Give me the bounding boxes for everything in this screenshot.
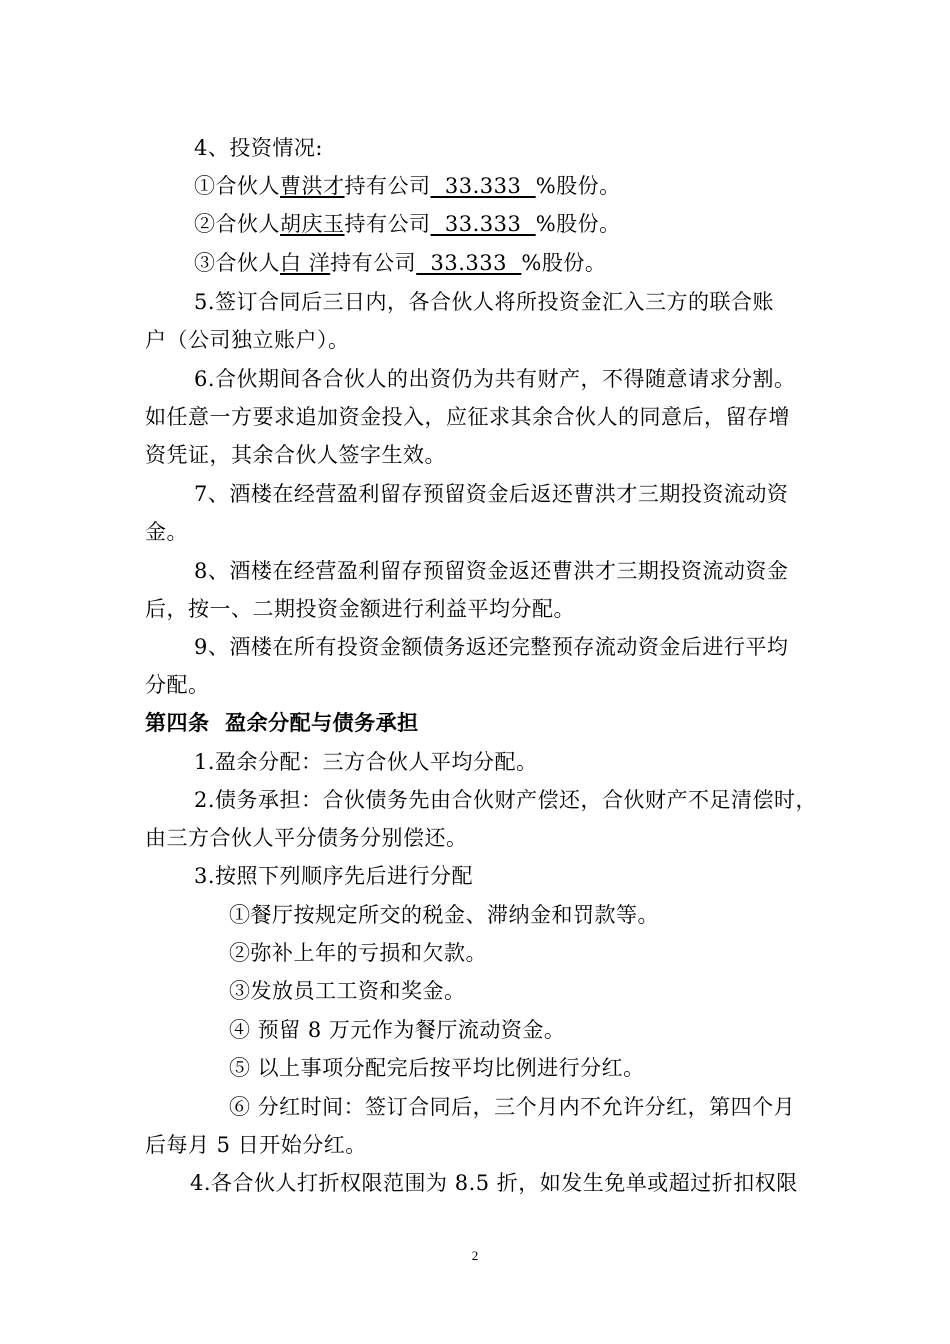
- item5-line-2: 户（公司独立账户）。: [145, 328, 350, 352]
- partner-name: 白 洋: [280, 251, 331, 275]
- distribution-item-5: ⑤ 以上事项分配完后按平均比例进行分红。: [229, 1056, 645, 1080]
- partner-name: 曹洪才: [280, 174, 345, 198]
- partner-mid: 持有公司: [344, 174, 431, 198]
- partner-line-2: [194, 210, 621, 238]
- partner-mid: 持有公司: [330, 251, 417, 275]
- item5-line-1: 5.签订合同后三日内，各合伙人将所投资金汇入三方的联合账: [194, 290, 775, 314]
- partner-name: 胡庆玉: [280, 212, 345, 236]
- partner-mid: 持有公司: [344, 212, 431, 236]
- distribution-item-1: ①餐厅按规定所交的税金、滞纳金和罚款等。: [229, 903, 659, 927]
- item9-line-1: 9、酒楼在所有投资金额债务返还完整预存流动资金后进行平均: [194, 635, 789, 659]
- distribution-item-6-line-1: ⑥ 分红时间：签订合同后，三个月内不允许分红，第四个月: [229, 1095, 796, 1119]
- distribution-item-6-line-2: 后每月 5 日开始分红。: [145, 1133, 367, 1157]
- partner-suffix: %股份。: [521, 251, 607, 275]
- item4-title: 4、投资情况:: [194, 136, 323, 160]
- partner-prefix: ①合伙人: [194, 174, 280, 198]
- section4-p4-line-1: 4.各合伙人打折权限范围为 8.5 折，如发生免单或超过折扣权限: [190, 1171, 798, 1195]
- item6-line-3: 资凭证，其余合伙人签字生效。: [145, 443, 446, 467]
- distribution-item-3: ③发放员工工资和奖金。: [229, 979, 466, 1003]
- page-number: 2: [471, 1248, 479, 1263]
- item8-line-2: 后，按一、二期投资金额进行利益平均分配。: [145, 597, 575, 621]
- partner-prefix: ②合伙人: [194, 212, 280, 236]
- item7-line-1: 7、酒楼在经营盈利留存预留资金后返还曹洪才三期投资流动资: [194, 482, 789, 506]
- partner-percent: 33.333: [430, 212, 536, 236]
- section4-p2-line-1: 2.债务承担：合伙债务先由合伙财产偿还，合伙财产不足清偿时，: [194, 788, 818, 812]
- section4-p3: 3.按照下列顺序先后进行分配: [194, 864, 474, 888]
- section4-heading: 第四条 盈余分配与债务承担: [145, 711, 419, 735]
- partner-suffix: %股份。: [535, 212, 621, 236]
- distribution-item-2: ②弥补上年的亏损和欠款。: [229, 941, 487, 965]
- item8-line-1: 8、酒楼在经营盈利留存预留资金返还曹洪才三期投资流动资金: [194, 559, 789, 583]
- item6-line-2: 如任意一方要求追加资金投入，应征求其余合伙人的同意后，留存增: [145, 405, 790, 429]
- partner-percent: 33.333: [430, 174, 536, 198]
- section4-p2-line-2: 由三方合伙人平分债务分别偿还。: [145, 826, 468, 850]
- item6-line-1: 6.合伙期间各合伙人的出资仍为共有财产，不得随意请求分割。: [194, 367, 796, 391]
- partner-line-3: [194, 249, 606, 277]
- item7-line-2: 金。: [145, 520, 188, 544]
- partner-prefix: ③合伙人: [194, 251, 280, 275]
- item9-line-2: 分配。: [145, 673, 210, 697]
- distribution-item-4: ④ 预留 8 万元作为餐厅流动资金。: [229, 1018, 566, 1042]
- partner-line-1: [194, 172, 621, 200]
- partner-percent: 33.333: [416, 251, 522, 275]
- partner-suffix: %股份。: [535, 174, 621, 198]
- section4-p1: 1.盈余分配：三方合伙人平均分配。: [194, 750, 538, 774]
